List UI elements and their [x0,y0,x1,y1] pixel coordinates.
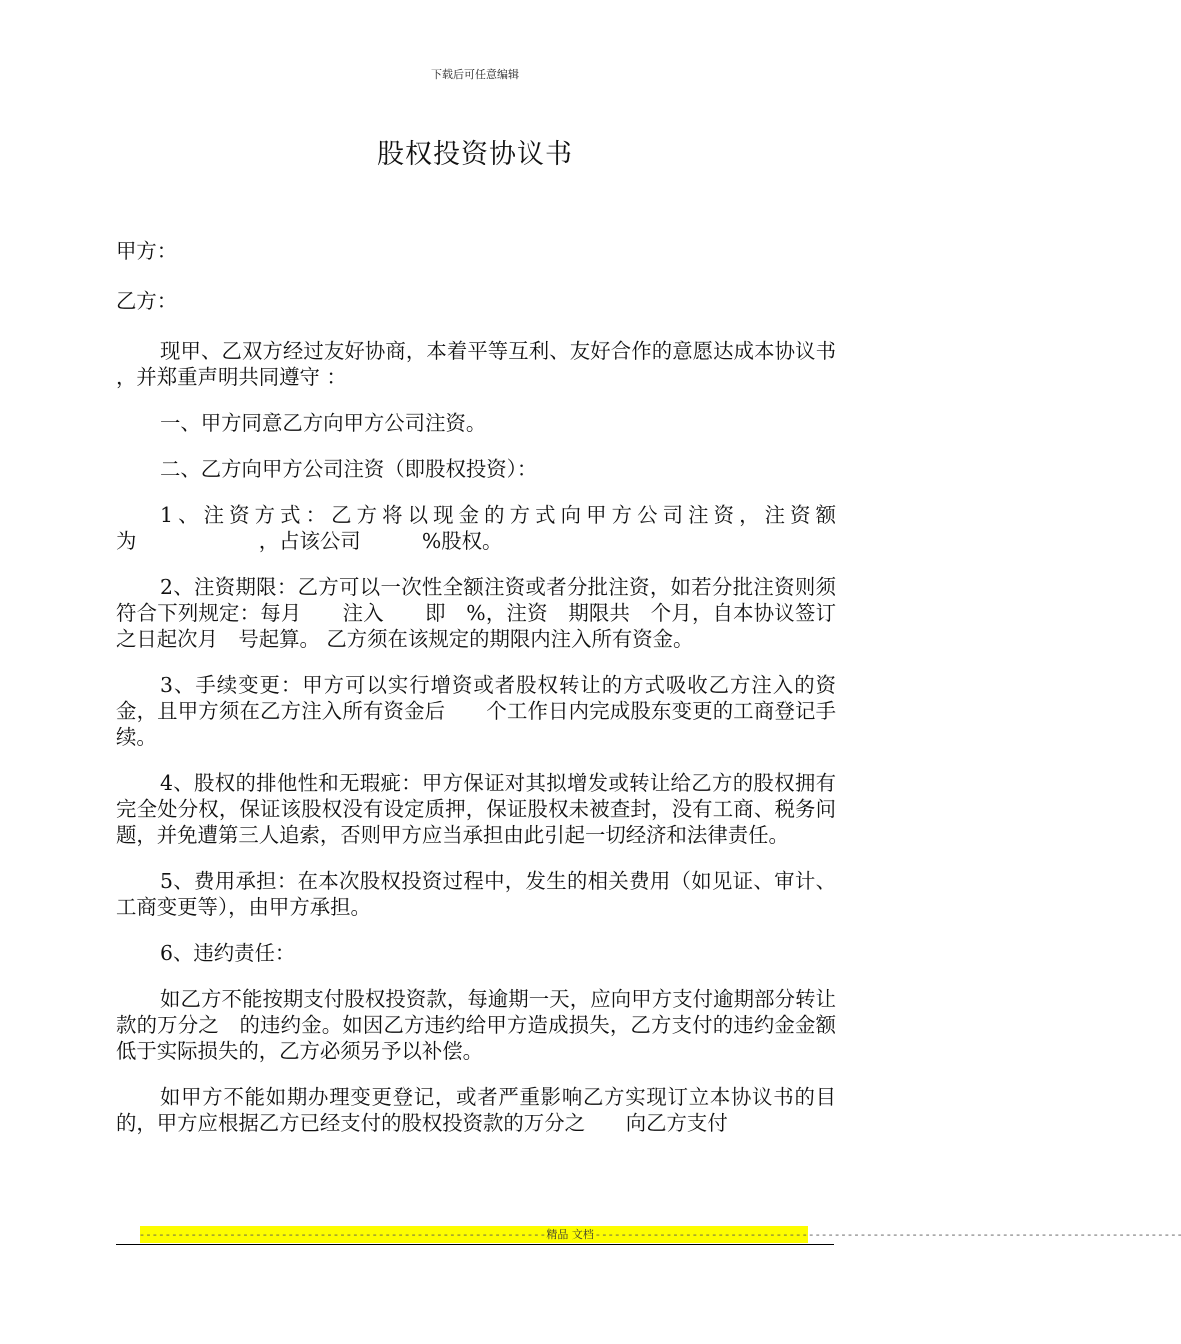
paragraph-breach-party-b: 如乙方不能按期支付股权投资款，每逾期一天，应向甲方支付逾期部分转让款的万分之 的违约金。如因乙方违约给甲方造成损失，乙方支付的违约金金额低于实际损失的，乙方必须另予以补偿。 [116,987,836,1063]
footer-rule [116,1244,834,1245]
paragraph-investment-method: 1、注资方式：乙方将以现金的方式向甲方公司注资，注资额为 ，占该公司 %股权。 [116,503,836,553]
footer-highlight-bar [140,1226,1181,1243]
paragraph-cost-bearing: 5、费用承担：在本次股权投资过程中，发生的相关费用（如见证、审计、工商变更等），由甲方承担。 [116,869,836,919]
paragraph-procedure-change: 3、手续变更：甲方可以实行增资或者股权转让的方式吸收乙方注入的资金，且甲方须在乙方注入所有资金后 个工作日内完成股东变更的工商登记手续。 [116,673,836,749]
party-a-label: 甲方： [116,239,178,263]
paragraph-preamble: 现甲、乙双方经过友好协商，本着平等互利、友好合作的意愿达成本协议书 ，并郑重声明共同遵守 ： [116,339,836,389]
party-b-label: 乙方： [116,289,178,313]
paragraph-breach-heading: 6、违约责任： [160,941,296,965]
footer-dashes-right: - - - - - - - - - - - - - - - - - - - - - - - - - - - - - - - - - - - - - - - - - - - - - - - - - - - - - - - - - - - - - - - - - - - - - - - - - - - - - - - - - - - - - - - - - - - [595,1228,1181,1241]
paragraph-clause-2: 二、乙方向甲方公司注资（即股权投资）： [160,457,538,481]
document-title: 股权投资协议书 [377,139,573,170]
header-note: 下载后可任意编辑 [431,68,519,81]
footer-dashes-left: - - - - - - - - - - - - - - - - - - - - - - - - - - - - - - - - - - - - - - - - - - - - - - - - - - - - - - - - - - - - - - - [140,1228,545,1241]
paragraph-investment-period: 2、注资期限：乙方可以一次性全额注资或者分批注资，如若分批注资则须符合下列规定：每月 注入 即 %，注资 期限共 个月，自本协议签订之日起次月 号起算。 乙方须在该规定的期限内注入所有资金。 [116,575,836,651]
footer-label: 精品 文档 [546,1228,594,1241]
document-body [116,238,836,1156]
paragraph-clause-1: 一、甲方同意乙方向甲方公司注资。 [160,411,487,435]
paragraph-equity-exclusivity: 4、股权的排他性和无瑕疵：甲方保证对其拟增发或转让给乙方的股权拥有完全处分权，保证该股权没有设定质押，保证股权未被查封，没有工商、税务问题，并免遭第三人追索，否则甲方应当承担由此引起一切经济和法律责任。 [116,771,836,847]
paragraph-breach-party-a: 如甲方不能如期办理变更登记，或者严重影响乙方实现订立本协议书的目的，甲方应根据乙方已经支付的股权投资款的万分之 向乙方支付 [116,1085,836,1135]
